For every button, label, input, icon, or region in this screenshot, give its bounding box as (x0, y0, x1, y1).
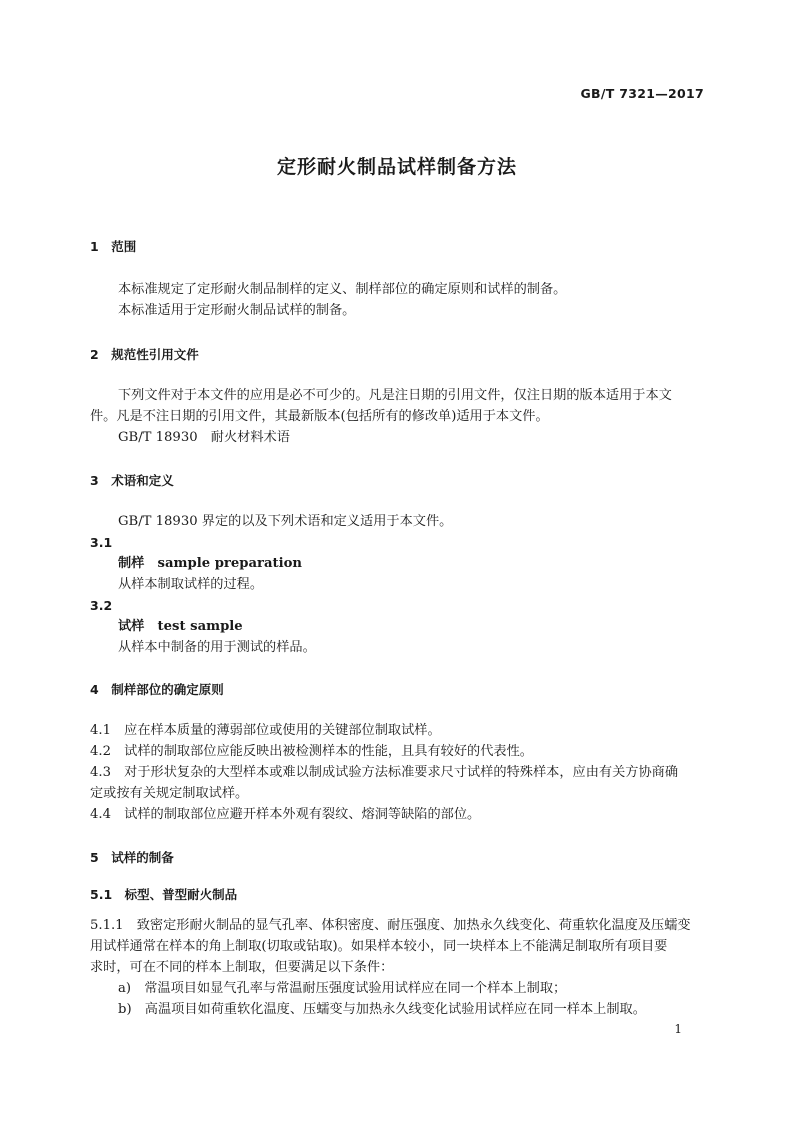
section-1-para-2: 本标准适用于定形耐火制品试样的制备。 (118, 303, 356, 318)
list-item-a: a) 常温项目如显气孔率与常温耐压强度试验用试样应在同一个样本上制取； (118, 981, 567, 996)
section-2-reference: GB/T 18930 耐火材料术语 (118, 430, 290, 445)
section-2-para-line-1: 下列文件对于本文件的应用是必不可少的。凡是注日期的引用文件，仅注日期的版本适用于本文 (118, 388, 672, 403)
clause-5-1-1-line-1: 5.1.1 致密定形耐火制品的显气孔率、体积密度、耐压强度、加热永久线变化、荷重软化温度及压蠕变 (90, 918, 691, 933)
page-number: 1 (674, 1022, 682, 1036)
subsection-5-1-heading: 5.1 标型、普型耐火制品 (90, 887, 238, 902)
section-5-heading: 5 试样的制备 (90, 850, 174, 865)
term-2-name: 试样 test sample (118, 619, 243, 634)
section-1-heading: 1 范围 (90, 239, 137, 254)
clause-4-3-line-1: 4.3 对于形状复杂的大型样本或难以制成试验方法标准要求尺寸试样的特殊样本，应由有关方协商确 (90, 765, 679, 780)
section-1-para-1: 本标准规定了定形耐火制品制样的定义、制样部位的确定原则和试样的制备。 (118, 282, 567, 297)
clause-5-1-1-line-3: 求时，可在不同的样本上制取，但要满足以下条件： (90, 960, 394, 975)
page-title: 定形耐火制品试样制备方法 (276, 156, 517, 178)
term-2-number: 3.2 (90, 598, 113, 613)
clause-4-4: 4.4 试样的制取部位应避开样本外观有裂纹、熔洞等缺陷的部位。 (90, 807, 481, 822)
term-1-definition: 从样本制取试样的过程。 (118, 577, 264, 592)
term-2-definition: 从样本中制备的用于测试的样品。 (118, 640, 316, 655)
clause-5-1-1-line-2: 用试样通常在样本的角上制取(切取或钻取)。如果样本较小，同一块样本上不能满足制取所有项目要 (90, 939, 668, 954)
section-3-intro: GB/T 18930 界定的以及下列术语和定义适用于本文件。 (118, 514, 453, 529)
section-2-para-line-2: 件。凡是不注日期的引用文件，其最新版本(包括所有的修改单)适用于本文件。 (90, 409, 549, 424)
section-2-heading: 2 规范性引用文件 (90, 347, 199, 362)
term-1-number: 3.1 (90, 535, 113, 550)
clause-4-2: 4.2 试样的制取部位应能反映出被检测样本的性能，且具有较好的代表性。 (90, 744, 533, 759)
clause-4-3-line-2: 定或按有关规定制取试样。 (90, 786, 249, 801)
clause-4-1: 4.1 应在样本质量的薄弱部位或使用的关键部位制取试样。 (90, 723, 441, 738)
section-3-heading: 3 术语和定义 (90, 473, 174, 488)
section-4-heading: 4 制样部位的确定原则 (90, 682, 224, 697)
list-item-b: b) 高温项目如荷重软化温度、压蠕变与加热永久线变化试验用试样应在同一样本上制取。 (118, 1002, 646, 1017)
term-1-name: 制样 sample preparation (118, 556, 303, 571)
standard-code: GB/T 7321—2017 (580, 86, 704, 101)
